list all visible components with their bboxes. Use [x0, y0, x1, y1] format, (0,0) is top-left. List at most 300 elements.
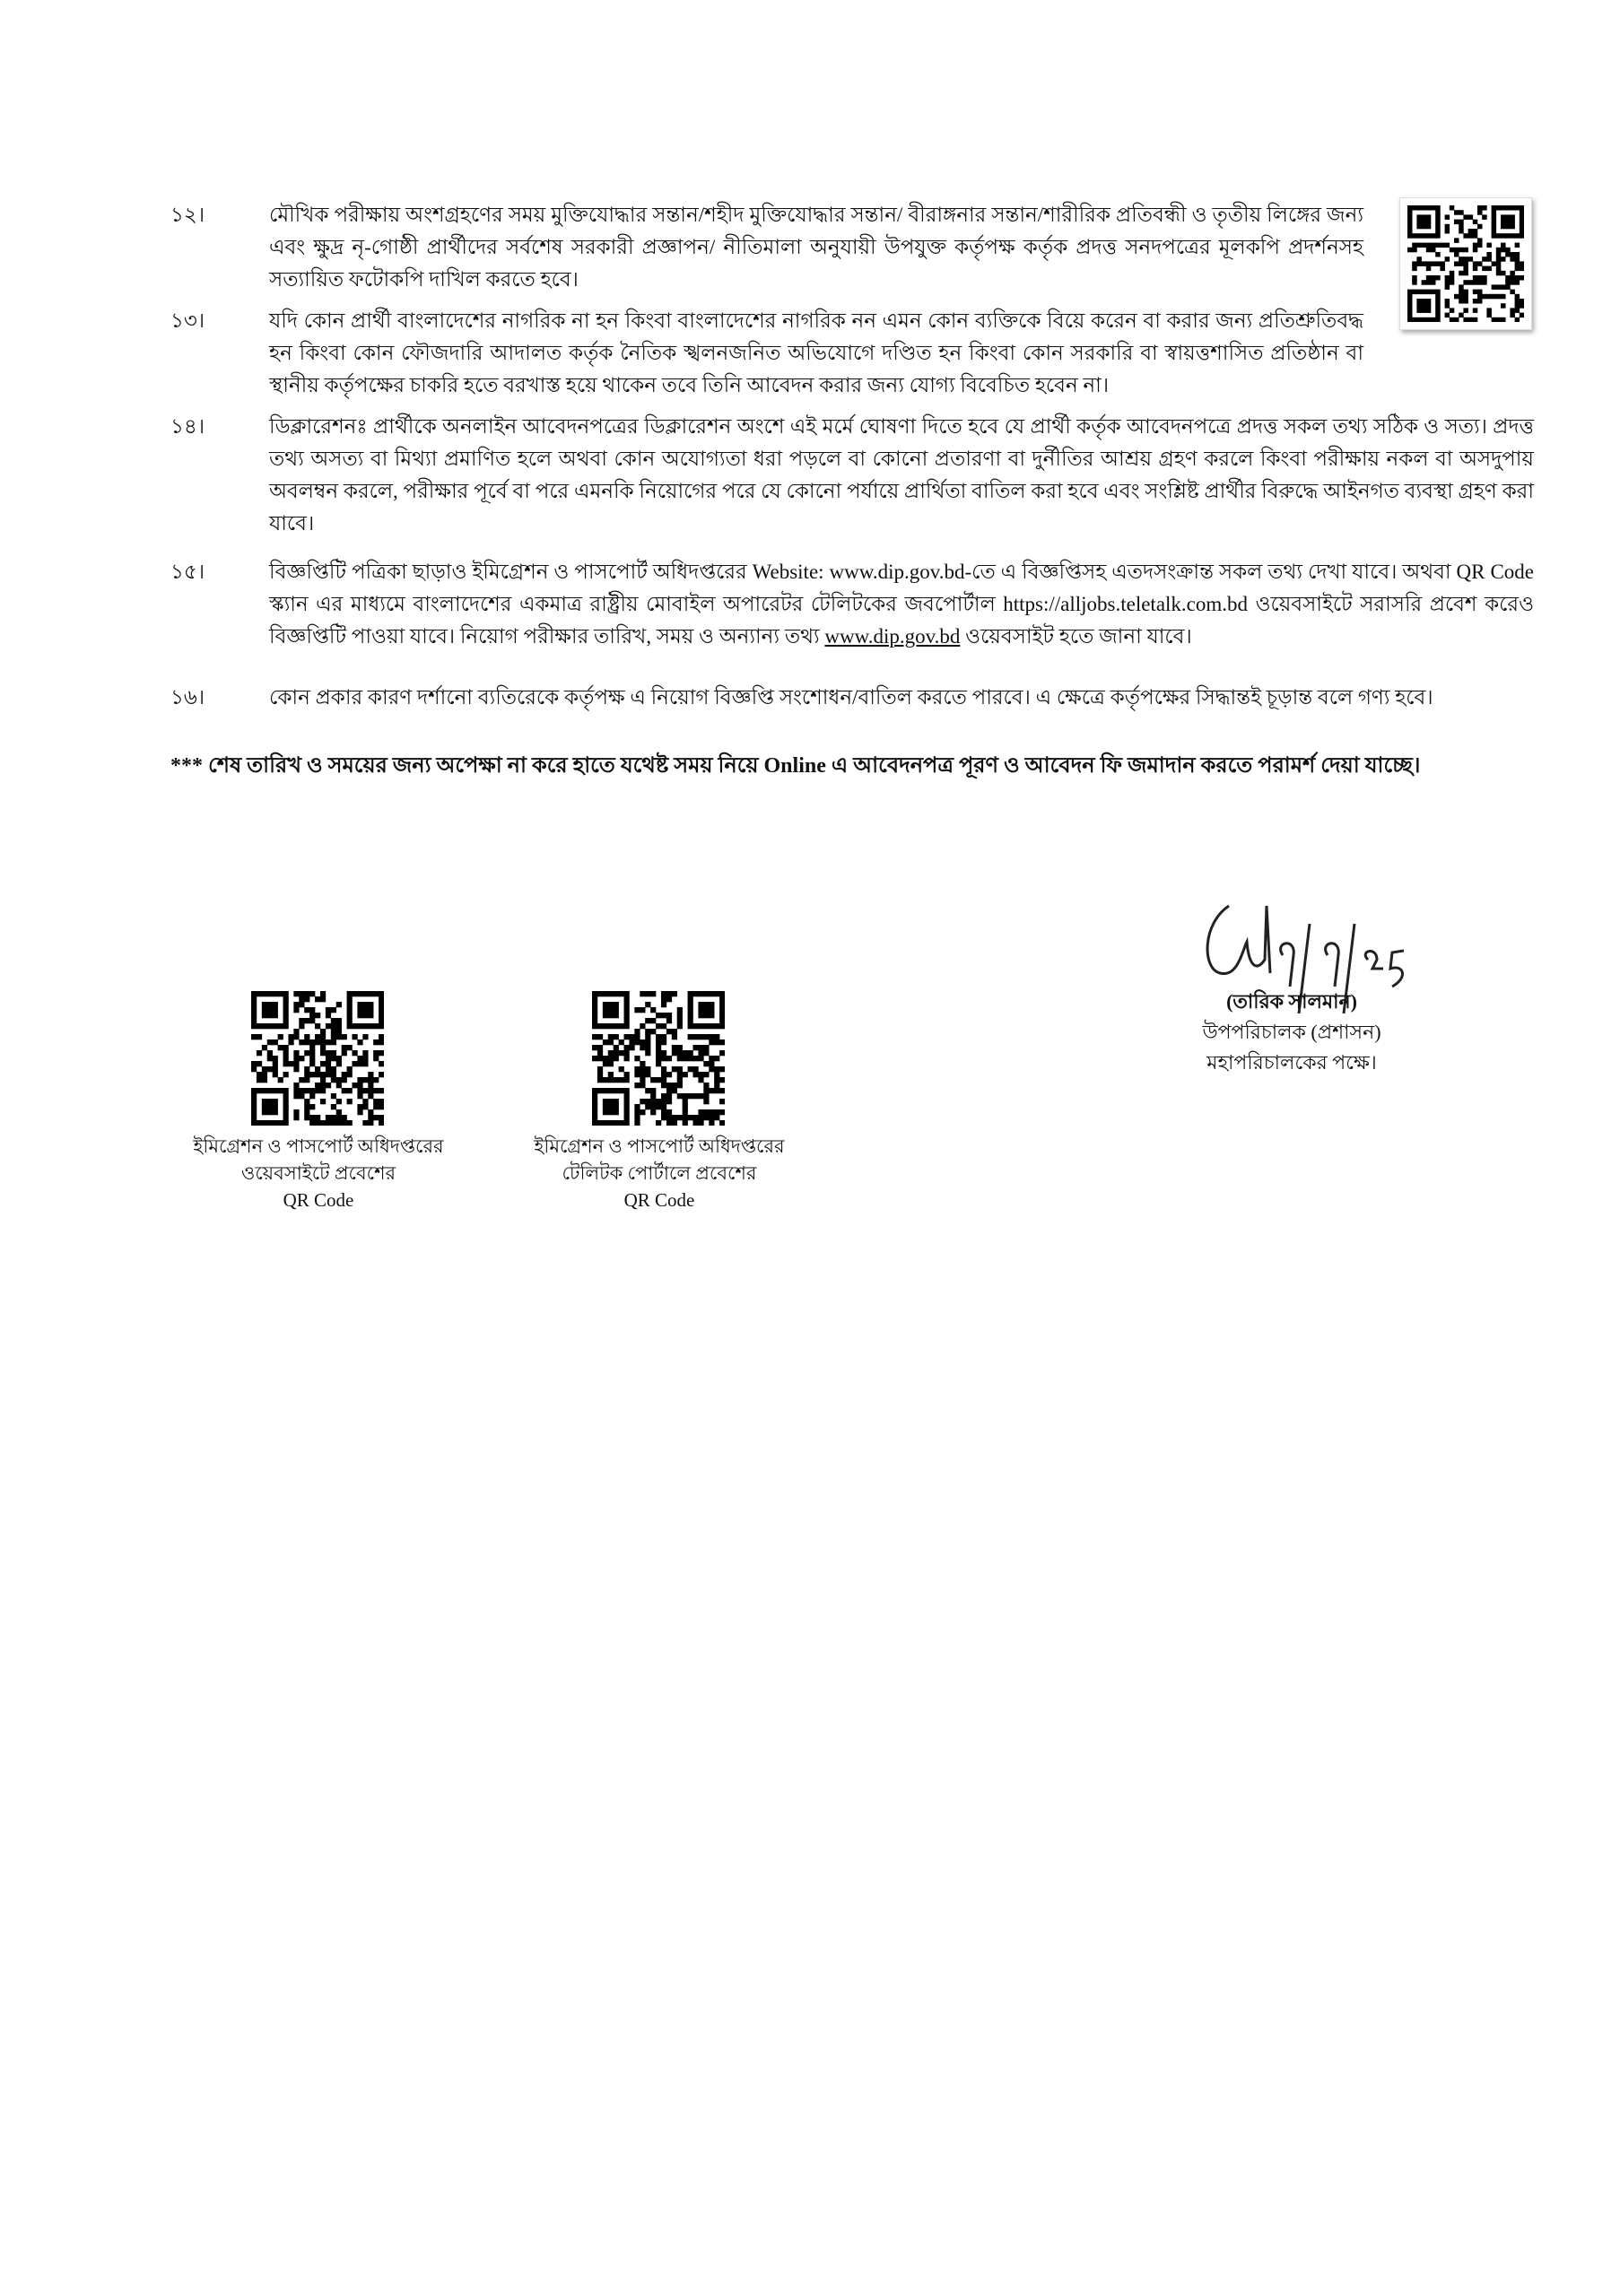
qr-module [1435, 261, 1441, 266]
qr-module [1435, 233, 1441, 239]
qr-module [320, 1034, 326, 1039]
signature-block [1157, 987, 1426, 1078]
qr-module [666, 1083, 672, 1088]
qr-module [273, 1013, 278, 1018]
qr-module [379, 996, 384, 1002]
qr-module [661, 1013, 666, 1018]
qr-module [1515, 299, 1520, 304]
qr-module [1496, 205, 1502, 211]
qr-module [304, 1072, 309, 1077]
qr-module [336, 1083, 342, 1088]
qr-module [645, 1034, 650, 1039]
qr-module [703, 1007, 709, 1013]
qr-module [640, 1083, 645, 1088]
qr-module [703, 1088, 709, 1093]
qr-module [703, 1002, 709, 1007]
qr-module [614, 1013, 619, 1018]
qr-module [1496, 248, 1502, 253]
qr-module [283, 1109, 289, 1115]
qr-module [634, 1083, 640, 1088]
qr-module [597, 1045, 603, 1050]
qr-module [597, 1066, 603, 1072]
qr-module [1505, 252, 1511, 257]
qr-module [315, 1115, 320, 1120]
qr-module [634, 1029, 640, 1034]
qr-module [719, 996, 725, 1002]
qr-module [1496, 233, 1502, 239]
qr-module [293, 1109, 299, 1115]
qr-module [304, 1039, 309, 1045]
qr-module [326, 1061, 331, 1066]
qr-module [634, 1115, 640, 1120]
qr-module [656, 1120, 661, 1126]
qr-module [1492, 210, 1497, 215]
qr-module [1477, 205, 1483, 211]
qr-module [262, 1045, 267, 1050]
qr-module [677, 1077, 683, 1083]
qr-module [1435, 210, 1441, 215]
qr-module [677, 1093, 683, 1099]
qr-module [1416, 317, 1422, 322]
qr-module [1482, 205, 1487, 211]
qr-module [357, 991, 362, 996]
qr-module [672, 1088, 677, 1093]
qr-module [624, 1093, 630, 1099]
qr-module [352, 1061, 357, 1066]
qr-module [624, 1056, 630, 1061]
item-text-a: বিজ্ঞপ্তিটি পত্রিকা ছাড়াও ইমিগ্রেশন ও পাসপোর্ট অধিদপ্তরের Website: www.dip.gov.bd-তে এ বিজ্ঞপ্তিসহ এতদসংক্রান্ত সকল তথ্য দেখা যাবে। অথবা QR Code স্ক্যান এর মাধ্যমে বাংলাদেশের একমাত্র রাষ্ট্রীয় মোবাইল অপারেটর টেলিটকের জবপোর্টাল https://alljobs.teletalk.com.bd ওয়েবসাইটে সরাসরি প্রবেশ করেও বিজ্ঞপ্তিটি পাওয়া যাবে। নিয়োগ পরীক্ষার তারিখ, সময় ও অন্যান্য তথ্য [269, 561, 1534, 648]
qr-module [352, 1050, 357, 1056]
qr-module [331, 1018, 336, 1023]
qr-module [1501, 257, 1506, 262]
qr-module [379, 1002, 384, 1007]
qr-module [331, 1093, 336, 1099]
caption-line: ইমিগ্রেশন ও পাসপোর্ট অধিদপ্তরের [534, 1135, 785, 1157]
qr-module [1426, 248, 1432, 253]
qr-module [283, 1007, 289, 1013]
qr-module [368, 1072, 373, 1077]
qr-module [688, 1018, 693, 1023]
qr-module [1515, 243, 1520, 248]
qr-module [1473, 280, 1478, 285]
qr-module [661, 1034, 666, 1039]
qr-module [1416, 224, 1422, 230]
item-text: কোন প্রকার কারণ দর্শানো ব্যতিরেকে কর্তৃপক্ষ এ নিয়োগ বিজ্ঞপ্তি সংশোধন/বাতিল করতে পারবে। এ ক্ষেত্রে কর্তৃপক্ষের সিদ্ধান্তই চূড়ান্ত বলে গণ্য হবে। [269, 686, 1433, 709]
qr-module [1492, 229, 1497, 234]
qr-module [293, 1002, 299, 1007]
qr-module [379, 1007, 384, 1013]
qr-module [357, 1077, 362, 1083]
qr-module [719, 1039, 725, 1045]
qr-module [666, 1088, 672, 1093]
qr-module [698, 1072, 703, 1077]
qr-module [1492, 317, 1497, 322]
qr-module [267, 1002, 273, 1007]
qr-module [1407, 214, 1413, 220]
qr-module [293, 1088, 299, 1093]
qr-module [624, 1007, 630, 1013]
qr-module [299, 1093, 304, 1099]
qr-module [650, 1099, 656, 1104]
qr-module [315, 1013, 320, 1018]
qr-module [603, 1013, 608, 1018]
qr-module [714, 1056, 719, 1061]
qr-module [293, 1093, 299, 1099]
qr-module [273, 1002, 278, 1007]
qr-module [1510, 252, 1515, 257]
qr-module [1510, 280, 1515, 285]
qr-module [1422, 205, 1427, 211]
qr-module [1431, 233, 1436, 239]
qr-module [257, 991, 262, 996]
qr-module [688, 1056, 693, 1061]
qr-module [362, 1099, 368, 1104]
qr-module [666, 991, 672, 996]
qr-module [1496, 257, 1502, 262]
qr-module [624, 1099, 630, 1104]
qr-module [1520, 299, 1524, 304]
qr-module [1440, 261, 1445, 266]
qr-module [357, 1061, 362, 1066]
qr-module [342, 1050, 347, 1056]
qr-module [672, 1120, 677, 1126]
qr-module [379, 1023, 384, 1029]
qr-module [1422, 261, 1427, 266]
qr-module [331, 1077, 336, 1083]
qr-module [683, 1050, 688, 1056]
qr-module [709, 1056, 714, 1061]
qr-module [656, 1077, 661, 1083]
qr-module [326, 1066, 331, 1072]
qr-module [688, 1013, 693, 1018]
qr-module [592, 1115, 597, 1120]
qr-module [634, 1072, 640, 1077]
qr-module [262, 1023, 267, 1029]
qr-module [362, 1050, 368, 1056]
qr-module [357, 1093, 362, 1099]
qr-module [373, 1088, 379, 1093]
qr-module [1482, 294, 1487, 300]
qr-module [709, 1088, 714, 1093]
qr-module [608, 1120, 614, 1126]
qr-module [251, 1034, 257, 1039]
qr-module [614, 1056, 619, 1061]
item-text-b: ওয়েবসাইট হতে জানা যাবে। [965, 625, 1192, 648]
qr-module [347, 1099, 353, 1104]
qr-module [1468, 214, 1474, 220]
qr-module [688, 991, 693, 996]
qr-module [624, 1088, 630, 1093]
qr-module [608, 1072, 614, 1077]
qr-module [1486, 252, 1492, 257]
qr-module [698, 1023, 703, 1029]
qr-module [640, 1077, 645, 1083]
qr-module [640, 1099, 645, 1104]
qr-module [661, 1083, 666, 1088]
qr-module [1454, 294, 1459, 300]
qr-module [608, 991, 614, 996]
qr-module [326, 1072, 331, 1077]
qr-module [1435, 220, 1441, 225]
qr-module [1426, 261, 1432, 266]
caption-line: টেলিটক পোর্টালে প্রবেশের [562, 1162, 757, 1184]
qr-module [320, 1039, 326, 1045]
qr-module [608, 1109, 614, 1115]
qr-module [719, 1013, 725, 1018]
qr-module [362, 991, 368, 996]
item-number: ১৬। [170, 686, 205, 709]
qr-module [309, 1115, 315, 1120]
qr-module [1492, 205, 1497, 211]
qr-module [661, 1093, 666, 1099]
qr-module [1431, 290, 1436, 295]
qr-module [624, 1072, 630, 1077]
qr-module [309, 1013, 315, 1018]
qr-module [608, 1013, 614, 1018]
qr-module [331, 1066, 336, 1072]
qr-module [597, 1072, 603, 1077]
qr-module [645, 1039, 650, 1045]
item-15 [170, 556, 1534, 653]
qr-module [603, 1109, 608, 1115]
qr-module [299, 1002, 304, 1007]
qr-module [1440, 243, 1445, 248]
qr-module [273, 1061, 278, 1066]
qr-module [1463, 248, 1468, 253]
qr-module [703, 1083, 709, 1088]
qr-module [592, 1104, 597, 1109]
qr-module [688, 1066, 693, 1072]
qr-module [267, 1050, 273, 1056]
qr-module [299, 1023, 304, 1029]
qr-module [719, 1023, 725, 1029]
qr-module [309, 1072, 315, 1077]
qr-module [703, 1093, 709, 1099]
qr-module [320, 1050, 326, 1056]
qr-module [656, 1013, 661, 1018]
qr-module [347, 1045, 353, 1050]
qr-module [603, 1099, 608, 1104]
qr-module [1501, 233, 1506, 239]
qr-module [379, 1018, 384, 1023]
qr-module [645, 1002, 650, 1007]
qr-module [1450, 308, 1455, 313]
qr-module [666, 1093, 672, 1099]
qr-module [1445, 229, 1450, 234]
qr-module [283, 1002, 289, 1007]
qr-module [656, 1104, 661, 1109]
qr-module [257, 1088, 262, 1093]
qr-module [608, 1077, 614, 1083]
qr-module [1510, 308, 1515, 313]
dip-website-link[interactable]: www.dip.gov.bd [824, 625, 961, 648]
qr-module [1501, 205, 1506, 211]
qr-module [698, 1120, 703, 1126]
qr-module [309, 1050, 315, 1056]
qr-module [719, 1099, 725, 1104]
qr-module [640, 1072, 645, 1077]
qr-module [1468, 280, 1474, 285]
qr-module [719, 1007, 725, 1013]
qr-module [1445, 299, 1450, 304]
qr-module [592, 996, 597, 1002]
qr-module [336, 1077, 342, 1083]
qr-module [645, 1018, 650, 1023]
qr-module [251, 996, 257, 1002]
qr-module [368, 1088, 373, 1093]
qr-module [677, 1056, 683, 1061]
qr-module [634, 1109, 640, 1115]
qr-module [326, 1120, 331, 1126]
qr-module [608, 1023, 614, 1029]
qr-module [672, 1045, 677, 1050]
qr-module [293, 991, 299, 996]
qr-module [368, 1093, 373, 1099]
qr-module [1416, 257, 1422, 262]
qr-module [251, 1002, 257, 1007]
qr-module [278, 991, 283, 996]
qr-module [262, 1109, 267, 1115]
qr-module [1463, 266, 1468, 272]
qr-module [257, 1061, 262, 1066]
qr-module [273, 1023, 278, 1029]
qr-module [1422, 233, 1427, 239]
qr-module [267, 1023, 273, 1029]
qr-module [1426, 280, 1432, 285]
qr-module [1450, 205, 1455, 211]
qr-module [1407, 220, 1413, 225]
qr-module [1505, 214, 1511, 220]
qr-module [624, 1115, 630, 1120]
qr-module [1482, 214, 1487, 220]
qr-module [1422, 299, 1427, 304]
qr-module [283, 996, 289, 1002]
qr-module [1510, 290, 1515, 295]
qr-module [257, 1077, 262, 1083]
qr-module [342, 1077, 347, 1083]
qr-module [336, 1029, 342, 1034]
qr-module [273, 1099, 278, 1104]
qr-module [597, 1034, 603, 1039]
qr-module [1422, 290, 1427, 295]
qr-module [1435, 290, 1441, 295]
qr-code-website [251, 991, 384, 1126]
qr-module [1426, 266, 1432, 272]
qr-module [362, 1061, 368, 1066]
qr-module [326, 1050, 331, 1056]
qr-module [379, 1072, 384, 1077]
qr-module [257, 1034, 262, 1039]
qr-module [719, 1066, 725, 1072]
qr-module [347, 1013, 353, 1018]
qr-module [1445, 313, 1450, 318]
item-text: মৌখিক পরীক্ষায় অংশগ্রহণের সময় মুক্তিযোদ্ধার সন্তান/শহীদ মুক্তিযোদ্ধার সন্তান/ বীরাঙ্গনার সন্তান/শারীরিক প্রতিবন্ধী ও তৃতীয় লিঙ্গের জন্য এবং ক্ষুদ্র নৃ-গোষ্ঠী প্রার্থীদের সর্বশেষ সরকারী প্রজ্ঞাপন/ নীতিমালা অনুযায়ী উপযুক্ত কর্তৃপক্ষ কর্তৃক প্রদত্ত সনদপত্রের মূলকপি প্রদর্শনসহ সত্যায়িত ফটোকপি দাখিল করতে হবে। [269, 204, 1363, 291]
qr-module [362, 1013, 368, 1018]
qr-module [650, 1007, 656, 1013]
qr-module [645, 1066, 650, 1072]
qr-module [1520, 275, 1524, 281]
qr-module [1407, 317, 1413, 322]
notice-body [170, 199, 1534, 782]
qr-module [650, 991, 656, 996]
qr-module [688, 1034, 693, 1039]
qr-module [1510, 233, 1515, 239]
qr-module [368, 1013, 373, 1018]
qr-module [267, 1056, 273, 1061]
qr-module [1515, 280, 1520, 285]
qr-module [592, 1007, 597, 1013]
qr-module [692, 1093, 698, 1099]
qr-module [698, 1045, 703, 1050]
qr-module [320, 1099, 326, 1104]
qr-module [634, 1034, 640, 1039]
qr-module [619, 1066, 624, 1072]
qr-module [709, 1109, 714, 1115]
qr-module [698, 1093, 703, 1099]
qr-module [592, 1099, 597, 1104]
qr-module [1422, 280, 1427, 285]
qr-module [373, 1039, 379, 1045]
qr-module [1463, 214, 1468, 220]
qr-module [688, 1023, 693, 1029]
qr-module [373, 1104, 379, 1109]
qr-module [1416, 243, 1422, 248]
qr-module [1482, 275, 1487, 281]
qr-module [1412, 275, 1417, 281]
qr-module [283, 1088, 289, 1093]
qr-module [283, 1072, 289, 1077]
qr-module [251, 1018, 257, 1023]
qr-module [1510, 271, 1515, 276]
qr-module [336, 1023, 342, 1029]
qr-module [614, 1050, 619, 1056]
qr-module [1486, 257, 1492, 262]
qr-module [352, 1083, 357, 1088]
signatory-designation: উপপরিচালক (প্রশাসন) [1202, 1021, 1381, 1043]
qr-module [1482, 257, 1487, 262]
qr-module [347, 991, 353, 996]
qr-module [283, 1050, 289, 1056]
qr-code-top [1399, 197, 1532, 330]
qr-module [251, 1120, 257, 1126]
qr-module [603, 1120, 608, 1126]
qr-module [251, 1013, 257, 1018]
qr-module [1407, 205, 1413, 211]
qr-module [267, 1013, 273, 1018]
qr-module [656, 1056, 661, 1061]
qr-module [1426, 303, 1432, 309]
qr-module [640, 1061, 645, 1066]
qr-module [1435, 313, 1441, 318]
qr-module [608, 1088, 614, 1093]
qr-module [326, 1083, 331, 1088]
qr-module [368, 1077, 373, 1083]
qr-module [1477, 280, 1483, 285]
qr-module [1459, 210, 1464, 215]
qr-module [283, 1013, 289, 1018]
qr-module [1520, 233, 1524, 239]
qr-module [1520, 229, 1524, 234]
qr-module [698, 1050, 703, 1056]
qr-module [299, 1077, 304, 1083]
qr-module [251, 1109, 257, 1115]
qr-module [1459, 284, 1464, 290]
qr-module [309, 1039, 315, 1045]
qr-module [1459, 220, 1464, 225]
qr-module [262, 1072, 267, 1077]
qr-module [1463, 261, 1468, 266]
qr-module [683, 1099, 688, 1104]
